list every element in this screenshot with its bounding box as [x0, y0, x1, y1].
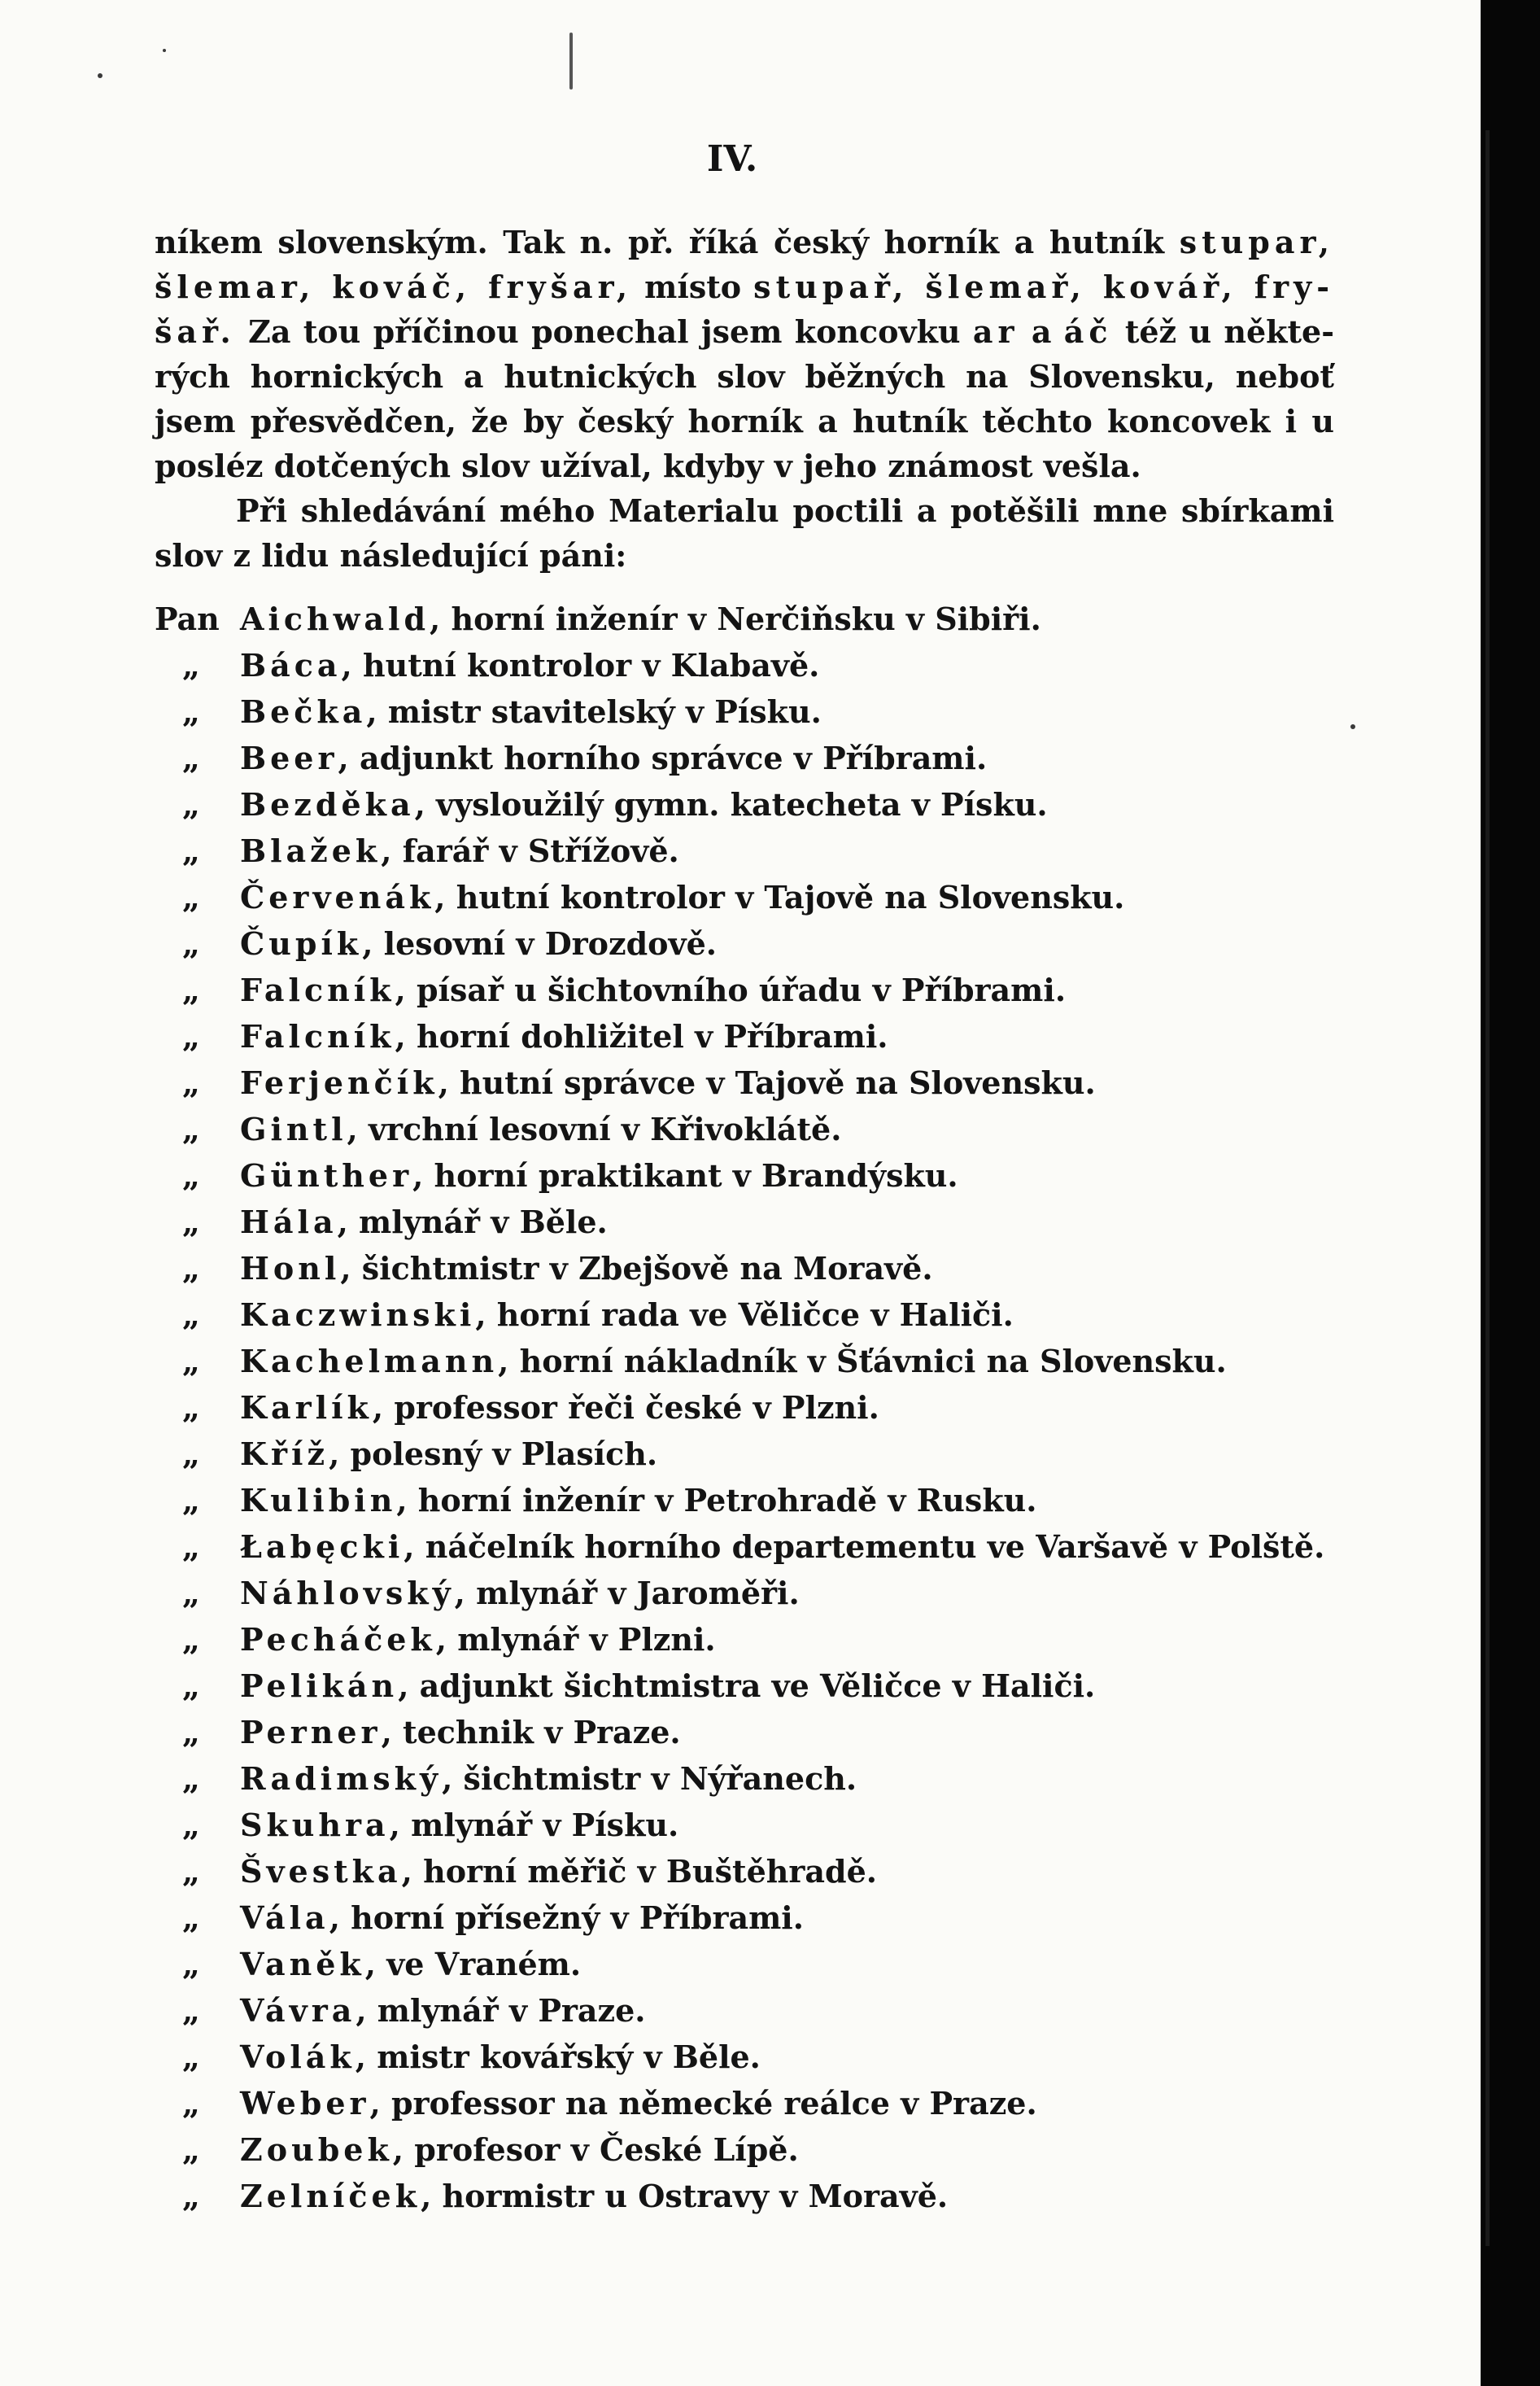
contributor-entry	[155, 1570, 1375, 1616]
contributor-name: Karlík	[240, 1389, 373, 1426]
ditto-mark: „	[182, 972, 200, 1008]
contributor-list	[155, 596, 1375, 2219]
page-number: IV.	[706, 138, 758, 180]
contributor-name: Perner	[240, 1714, 382, 1750]
contributor-entry	[155, 2034, 1375, 2080]
contributor-entry	[155, 1384, 1375, 1431]
ditto-mark: „	[182, 2085, 200, 2122]
contributor-entry	[155, 828, 1375, 874]
contributor-description: , horní měřič v Buštěhradě.	[401, 1853, 877, 1890]
contributor-description: , profesor v České Lípě.	[392, 2131, 799, 2168]
contributor-description: , mistr kovářský v Běle.	[355, 2039, 761, 2075]
contributor-name: Ferjenčík	[240, 1064, 438, 1101]
contributor-name: Pelikán	[240, 1667, 399, 1704]
contributor-description: , vrchní lesovní v Křivoklátě.	[347, 1111, 842, 1147]
print-speck	[98, 73, 103, 78]
ditto-mark: „	[182, 832, 200, 869]
contributor-description: , horní dohližitel v Příbrami.	[395, 1018, 888, 1055]
ditto-mark: „	[182, 1204, 200, 1240]
contributor-name: Zoubek	[240, 2131, 393, 2168]
contributor-entry	[155, 1477, 1375, 1523]
ditto-mark: „	[182, 1621, 200, 1658]
contributor-entry	[155, 735, 1375, 781]
ditto-mark: „	[182, 1343, 200, 1379]
contributor-entry	[155, 1755, 1375, 1802]
contributor-entry	[155, 1663, 1375, 1709]
contributor-description: , professor řeči české v Plzni.	[372, 1389, 879, 1426]
ditto-mark: „	[182, 1436, 200, 1472]
ditto-mark: „	[182, 786, 200, 823]
contributor-name: Pecháček	[240, 1621, 436, 1658]
contributor-name: Bezděka	[240, 786, 415, 823]
contributor-entry	[155, 688, 1375, 735]
contributor-entry	[155, 1060, 1375, 1106]
contributor-entry	[155, 596, 1375, 642]
contributor-name: Zelníček	[240, 2178, 421, 2214]
contributor-name: Skuhra	[240, 1807, 390, 1843]
contributor-description: , mlynář v Praze.	[356, 1992, 646, 2029]
contributor-entry	[155, 1291, 1375, 1338]
contributor-entry	[155, 1523, 1375, 1570]
contributor-name: Honl	[240, 1250, 341, 1287]
ditto-mark: „	[182, 1482, 200, 1519]
contributor-name: Kulibin	[240, 1482, 397, 1519]
scan-edge-line	[1485, 130, 1490, 2246]
contributor-name: Náhlovský	[240, 1575, 455, 1611]
contributor-description: , technik v Praze.	[381, 1714, 681, 1750]
contributor-entry	[155, 1106, 1375, 1152]
contributor-name: Kaczwinski	[240, 1296, 476, 1333]
contributor-name: Červenák	[240, 879, 435, 916]
contributor-name: Beer	[240, 740, 338, 776]
contributor-name: Radimský	[240, 1760, 443, 1797]
contributor-description: , horní praktikant v Brandýsku.	[412, 1157, 958, 1194]
contributor-name: Vávra	[240, 1992, 356, 2029]
contributor-name: Falcník	[240, 972, 395, 1008]
contributor-description: , hutní kontrolor v Tajově na Slovensku.	[434, 879, 1125, 916]
ditto-mark: „	[182, 1899, 200, 1936]
contributor-entry	[155, 642, 1375, 688]
ditto-mark: „	[182, 1528, 200, 1565]
ditto-mark: „	[182, 1296, 200, 1333]
contributor-name: Čupík	[240, 925, 363, 962]
contributor-description: , horní inženír v Petrohradě v Rusku.	[396, 1482, 1037, 1519]
contributor-description: , polesný v Plasích.	[329, 1436, 658, 1472]
ditto-mark: „	[182, 1714, 200, 1750]
contributor-description: , adjunkt šichtmistra ve Věličce v Haliči.	[398, 1667, 1096, 1704]
contributor-entry	[155, 1848, 1375, 1894]
contributor-entry	[155, 1431, 1375, 1477]
contributor-name: Švestka	[240, 1853, 402, 1890]
contributor-description: , lesovní v Drozdově.	[362, 925, 718, 962]
contributor-description: , šichtmistr v Nýřanech.	[442, 1760, 857, 1797]
contributor-name: Bečka	[240, 693, 367, 730]
contributor-entry	[155, 1245, 1375, 1291]
contributor-description: , horní rada ve Věličce v Haliči.	[475, 1296, 1014, 1333]
ditto-mark: „	[182, 647, 200, 684]
ditto-mark: „	[182, 693, 200, 730]
ditto-mark: „	[182, 1157, 200, 1194]
ditto-mark: „	[182, 1575, 200, 1611]
ditto-mark: „	[182, 2131, 200, 2168]
contributor-name: Weber	[240, 2085, 370, 2122]
contributor-description: , hormistr u Ostravy v Moravě.	[421, 2178, 949, 2214]
contributor-description: , mlynář v Plzni.	[435, 1621, 716, 1658]
ditto-mark: „	[182, 2178, 200, 2214]
ditto-mark: „	[182, 1946, 200, 1982]
contributor-entry	[155, 2080, 1375, 2126]
contributor-description: , písař u šichtovního úřadu v Příbrami.	[395, 972, 1067, 1008]
ditto-mark: „	[182, 1992, 200, 2029]
contributor-description: , adjunkt horního správce v Příbrami.	[338, 740, 988, 776]
contributor-name: Kachelmann	[240, 1343, 499, 1379]
ditto-mark: „	[182, 879, 200, 916]
contributor-description: , farář v Střížově.	[381, 832, 679, 869]
ditto-mark: „	[182, 740, 200, 776]
contributor-description: , ve Vraném.	[364, 1946, 582, 1982]
ditto-mark: „	[182, 1064, 200, 1101]
ditto-mark: „	[182, 1760, 200, 1797]
contributor-description: , šichtmistr v Zbejšově na Moravě.	[340, 1250, 933, 1287]
contributor-description: , vysloužilý gymn. katecheta v Písku.	[414, 786, 1048, 823]
contributor-entry	[155, 2126, 1375, 2173]
ditto-mark: „	[182, 1667, 200, 1704]
contributor-description: , mlynář v Běle.	[337, 1204, 608, 1240]
intro-text	[155, 220, 1334, 578]
contributor-entry	[155, 1894, 1375, 1941]
contributor-name: Aichwald	[240, 601, 430, 637]
contributor-entry	[155, 1152, 1375, 1199]
contributor-entry	[155, 1709, 1375, 1755]
contributor-description: , náčelník horního departementu ve Varšavě v Polště.	[404, 1528, 1325, 1565]
contributor-entry	[155, 1013, 1375, 1060]
contributor-entry	[155, 874, 1375, 920]
title-pan: Pan	[155, 601, 220, 637]
contributor-entry	[155, 1338, 1375, 1384]
contributor-name: Kříž	[240, 1436, 329, 1472]
ditto-mark: „	[182, 1853, 200, 1890]
contributor-entry	[155, 2173, 1375, 2219]
contributor-description: , hutní kontrolor v Klabavě.	[341, 647, 820, 684]
contributor-entry	[155, 1616, 1375, 1663]
contributor-description: , professor na německé reálce v Praze.	[369, 2085, 1037, 2122]
ditto-mark: „	[182, 1111, 200, 1147]
ditto-mark: „	[182, 1250, 200, 1287]
ditto-mark: „	[182, 1018, 200, 1055]
contributor-description: , hutní správce v Tajově na Slovensku.	[438, 1064, 1096, 1101]
contributor-description: , horní nákladník v Šťávnici na Slovensku.	[498, 1343, 1227, 1379]
contributor-name: Gintl	[240, 1111, 347, 1147]
contributor-name: Blažek	[240, 832, 382, 869]
contributor-description: , horní inženír v Nerčiňsku v Sibiři.	[430, 601, 1041, 637]
intro-paragraph: níkem slovenským. Tak n. př. říká český horník a hutník stupar, šlemar, kováč, fryšar, místo stupař, šlemař, kovář, fry- šař. Za tou příčinou ponechal jsem koncovku ar a áč též u někte- rých hornických a hutnických slov běžných na Slovensku, neboť jsem přesvědčen, že by český horník a hutník těchto koncovek i u posléz dotčených slov užíval, kdyby v jeho známost vešla.	[155, 224, 1335, 484]
contributor-name: Volák	[240, 2039, 356, 2075]
contributor-description: , mlynář v Písku.	[389, 1807, 679, 1843]
contributor-entry	[155, 1199, 1375, 1245]
contributor-name: Falcník	[240, 1018, 395, 1055]
contributor-entry	[155, 920, 1375, 967]
print-speck	[569, 33, 573, 90]
contributor-name: Łabęcki	[240, 1528, 404, 1565]
contributor-name: Vaněk	[240, 1946, 365, 1982]
contributor-name: Hála	[240, 1204, 338, 1240]
contributor-entry	[155, 967, 1375, 1013]
contributor-name: Günther	[240, 1157, 413, 1194]
intro-paragraph-2: Při shledávání mého Materialu poctili a potěšili mne sbírkami slov z lidu následující páni:	[155, 492, 1334, 574]
ditto-mark: „	[182, 925, 200, 962]
contributor-entry	[155, 1987, 1375, 2034]
ditto-mark: „	[182, 2039, 200, 2075]
contributor-entry	[155, 1802, 1375, 1848]
ditto-mark: „	[182, 1389, 200, 1426]
print-speck	[163, 49, 166, 52]
contributor-description: , mistr stavitelský v Písku.	[366, 693, 822, 730]
ditto-mark: „	[182, 1807, 200, 1843]
contributor-name: Vála	[240, 1899, 329, 1936]
contributor-entry	[155, 1941, 1375, 1987]
contributor-entry	[155, 781, 1375, 828]
contributor-description: , mlynář v Jaroměři.	[454, 1575, 800, 1611]
contributor-name: Báca	[240, 647, 342, 684]
contributor-description: , horní přísežný v Příbrami.	[329, 1899, 804, 1936]
